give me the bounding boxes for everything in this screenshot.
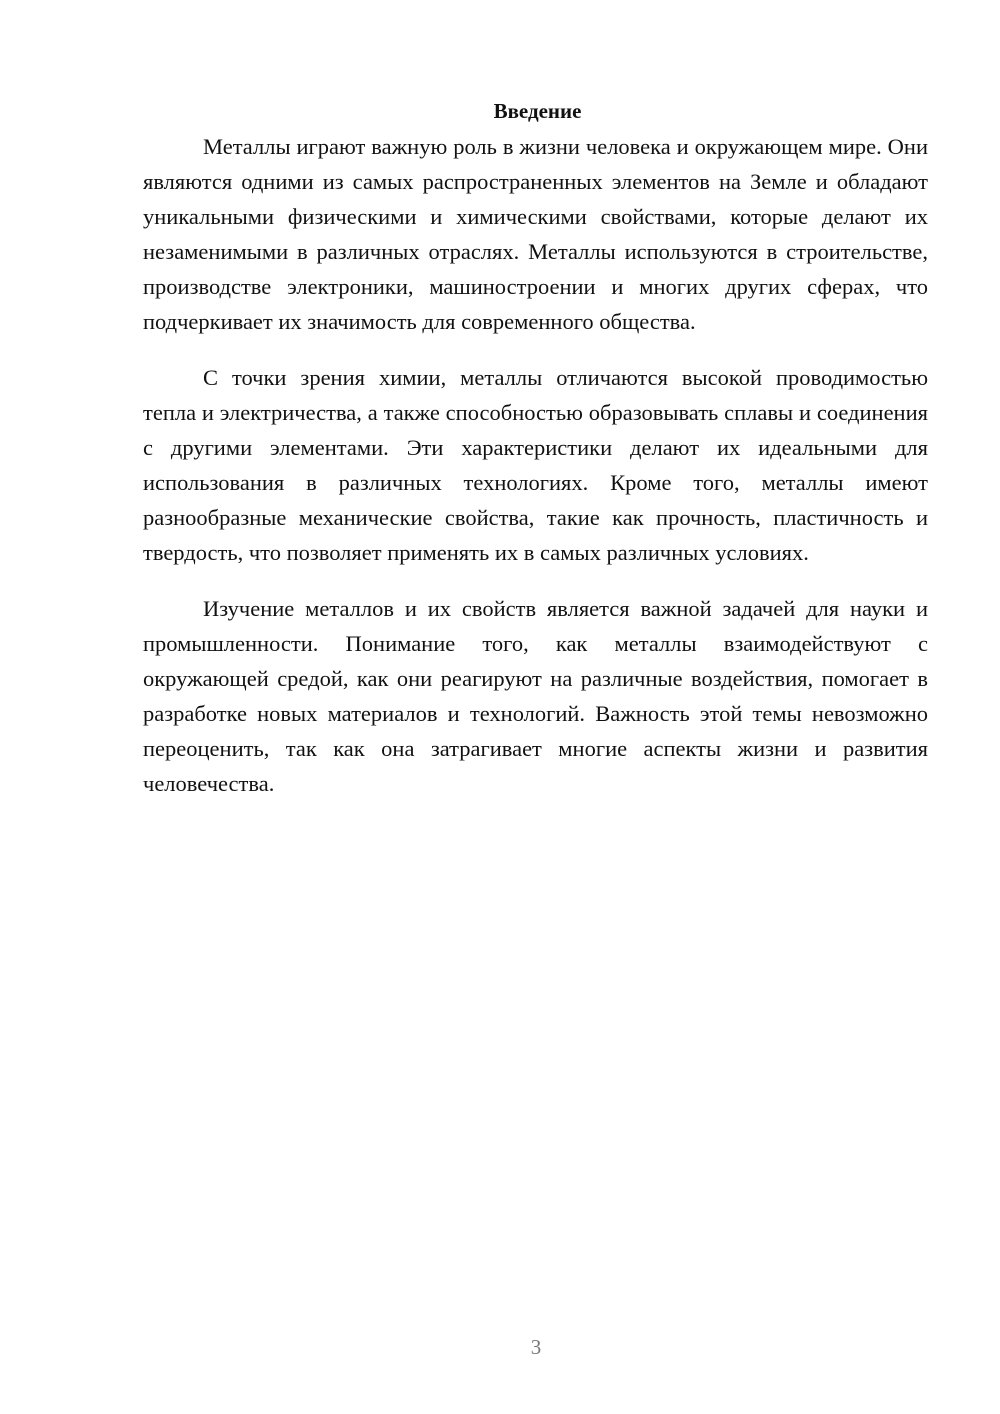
- paragraph: Металлы играют важную роль в жизни человека и окружающем мире. Они являются одними из самых распространенных элементов на Земле и обладают уникальными физическими и химическими свойствами, которые делают их незаменимыми в различных отраслях. Металлы используются в строительстве, производстве электроники, машиностроении и многих других сферах, что подчеркивает их значимость для современного общества.: [143, 134, 928, 334]
- paragraph: Изучение металлов и их свойств является важной задачей для науки и промышленности. Понимание того, как металлы взаимодействуют с окружающей средой, как они реагируют на различные воздействия, помогает в разработке новых материалов и технологий. Важность этой темы невозможно переоценить, так как она затрагивает многие аспекты жизни и развития человечества.: [143, 596, 928, 796]
- section-title: Введение: [493, 99, 582, 123]
- page-number: 3: [530, 1335, 542, 1359]
- page-content: [143, 94, 928, 801]
- paragraph: С точки зрения химии, металлы отличаются высокой проводимостью тепла и электричества, а также способностью образовывать сплавы и соединения с другими элементами. Эти характеристики делают их идеальными для использования в различных технологиях. Кроме того, металлы имеют разнообразные механические свойства, такие как прочность, пластичность и твердость, что позволяет применять их в самых различных условиях.: [143, 365, 928, 565]
